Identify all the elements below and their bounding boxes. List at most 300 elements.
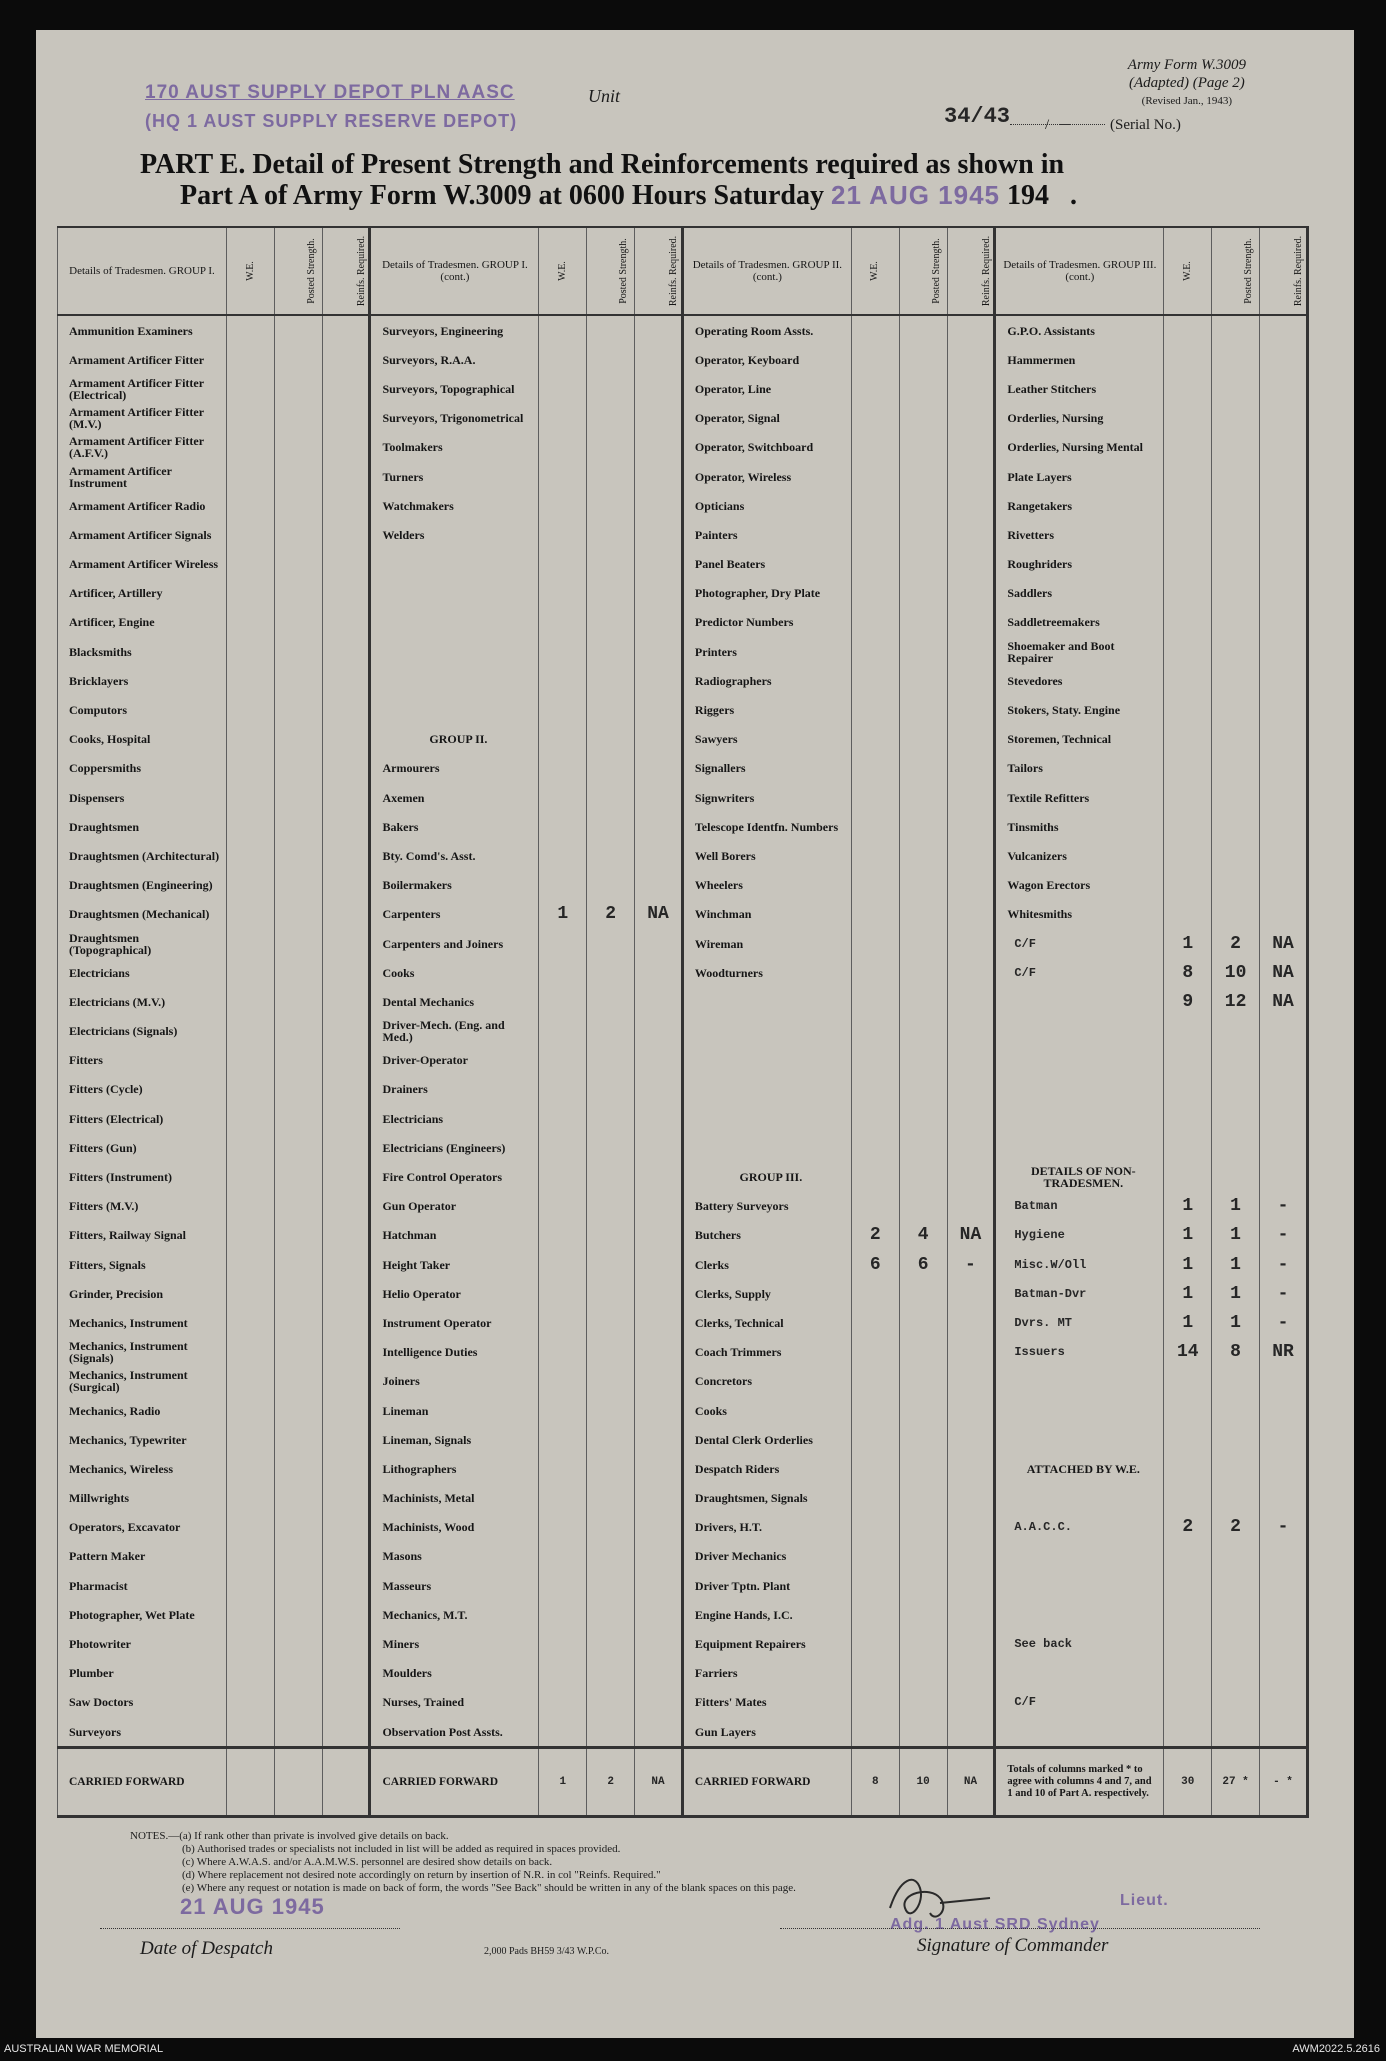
reinfs-required-value xyxy=(322,433,370,462)
trade-name: Electricians (Engineers) xyxy=(370,1133,539,1162)
posted-strength-value xyxy=(274,812,322,841)
trade-name: Electricians xyxy=(58,958,227,987)
table-row xyxy=(58,754,1308,783)
reinfs-required-value xyxy=(322,1513,370,1542)
despatch-date-stamp: 21 AUG 1945 xyxy=(180,1894,325,1919)
reinfs-required-value xyxy=(635,374,683,403)
column-header-value xyxy=(1164,227,1212,315)
we-value xyxy=(1164,491,1212,520)
posted-strength-value xyxy=(587,1162,635,1191)
posted-strength-value xyxy=(274,1425,322,1454)
we-value xyxy=(1164,374,1212,403)
reinfs-required-value xyxy=(322,1279,370,1308)
reinfs-required-value xyxy=(635,725,683,754)
trade-name: Surveyors, Topographical xyxy=(370,374,539,403)
trade-name: Armourers xyxy=(370,754,539,783)
posted-strength-value xyxy=(899,929,947,958)
we-value xyxy=(851,1104,899,1133)
reinfs-required-value xyxy=(1259,1425,1307,1454)
posted-strength-value xyxy=(587,1542,635,1571)
trade-name: Coppersmiths xyxy=(58,754,227,783)
reinfs-required-total: NA xyxy=(635,1748,683,1817)
reinfs-required-value xyxy=(635,345,683,374)
reinfs-required-value xyxy=(635,783,683,812)
posted-strength-value xyxy=(587,1659,635,1688)
reinfs-required-value xyxy=(635,871,683,900)
trade-name: Miners xyxy=(370,1629,539,1658)
trade-name: Draughtsmen, Signals xyxy=(682,1484,851,1513)
reinfs-required-value xyxy=(947,1484,995,1513)
note-line: (c) Where A.W.A.S. and/or A.A.M.W.S. personnel are desired show details on back. xyxy=(182,1856,553,1868)
posted-strength-value xyxy=(899,725,947,754)
posted-strength-value xyxy=(1212,520,1260,549)
reinfs-required-value xyxy=(947,1367,995,1396)
posted-strength-value xyxy=(899,1308,947,1337)
reinfs-required-value: NA xyxy=(635,900,683,929)
posted-strength-value xyxy=(274,958,322,987)
reinfs-required-value xyxy=(1259,1367,1307,1396)
we-value xyxy=(226,491,274,520)
reinfs-required-value xyxy=(635,958,683,987)
table-row xyxy=(58,783,1308,812)
posted-strength-value xyxy=(899,1454,947,1483)
we-value xyxy=(1164,404,1212,433)
reinfs-required-value xyxy=(947,1133,995,1162)
we-value xyxy=(226,579,274,608)
column-header-text: Reinfs. Required. xyxy=(668,235,680,307)
trade-name: Radiographers xyxy=(682,666,851,695)
we-value xyxy=(226,841,274,870)
posted-strength-value xyxy=(587,666,635,695)
we-value xyxy=(539,1192,587,1221)
table-row xyxy=(58,1250,1308,1279)
posted-strength-value xyxy=(1212,1484,1260,1513)
reinfs-required-value xyxy=(322,550,370,579)
trade-name: Panel Beaters xyxy=(682,550,851,579)
trade-name: Despatch Riders xyxy=(682,1454,851,1483)
posted-strength-value xyxy=(274,608,322,637)
posted-strength-value xyxy=(587,1279,635,1308)
reinfs-required-value xyxy=(635,1250,683,1279)
table-row xyxy=(58,1221,1308,1250)
table-row xyxy=(58,1104,1308,1133)
table-row xyxy=(58,1513,1308,1542)
we-value xyxy=(226,1075,274,1104)
reinfs-required-value xyxy=(322,1542,370,1571)
we-value xyxy=(851,783,899,812)
posted-strength-value xyxy=(899,1513,947,1542)
posted-strength-value xyxy=(899,871,947,900)
we-value xyxy=(1164,1367,1212,1396)
trade-name: Operator, Switchboard xyxy=(682,433,851,462)
tradesmen-table xyxy=(57,226,1309,1818)
posted-strength-value xyxy=(587,1600,635,1629)
we-value xyxy=(226,1425,274,1454)
reinfs-required-value xyxy=(635,1484,683,1513)
table-row xyxy=(58,1717,1308,1748)
trade-name: Fitters xyxy=(58,1046,227,1075)
notes xyxy=(130,1830,796,1895)
posted-strength-value xyxy=(274,637,322,666)
trade-name: Photographer, Dry Plate xyxy=(682,579,851,608)
reinfs-required-value xyxy=(1259,520,1307,549)
posted-strength-value xyxy=(899,1629,947,1658)
reinfs-required-value xyxy=(322,1046,370,1075)
reinfs-required-value xyxy=(322,1688,370,1717)
table-row xyxy=(58,725,1308,754)
trade-name xyxy=(682,987,851,1016)
column-header-text: W.E. xyxy=(244,261,256,281)
we-value xyxy=(1164,1133,1212,1162)
posted-strength-value xyxy=(274,754,322,783)
reinfs-required-value xyxy=(947,987,995,1016)
trade-name: Drivers, H.T. xyxy=(682,1513,851,1542)
reinfs-required-value xyxy=(1259,1542,1307,1571)
trade-name: Butchers xyxy=(682,1221,851,1250)
reinfs-required-value xyxy=(947,579,995,608)
posted-strength-value xyxy=(587,345,635,374)
we-value xyxy=(539,462,587,491)
reinfs-required-value: - xyxy=(947,1250,995,1279)
we-value xyxy=(851,1075,899,1104)
reinfs-required-value xyxy=(947,1659,995,1688)
table-row xyxy=(58,841,1308,870)
reinfs-required-value xyxy=(1259,550,1307,579)
we-value xyxy=(539,754,587,783)
reinfs-required-value: - xyxy=(1259,1192,1307,1221)
reinfs-required-value xyxy=(322,315,370,345)
we-value xyxy=(539,929,587,958)
trade-name: Electricians (Signals) xyxy=(58,1017,227,1046)
we-value xyxy=(539,1133,587,1162)
reinfs-required-value: NA xyxy=(1259,958,1307,987)
posted-strength-value: 4 xyxy=(899,1221,947,1250)
we-value xyxy=(851,345,899,374)
we-value xyxy=(539,1104,587,1133)
we-value xyxy=(1164,725,1212,754)
trade-name xyxy=(995,1542,1164,1571)
reinfs-required-value xyxy=(322,608,370,637)
reinfs-required-value xyxy=(947,315,995,345)
reinfs-required-value xyxy=(1259,1017,1307,1046)
we-value xyxy=(851,1600,899,1629)
trade-name: Moulders xyxy=(370,1659,539,1688)
column-header-details: Details of Tradesmen. GROUP II. (cont.) xyxy=(682,227,851,315)
reinfs-required-value xyxy=(947,929,995,958)
reinfs-required-total: NA xyxy=(947,1748,995,1817)
form-title: PART E. Detail of Present Strength and Reinforcements required as shown in Part A of Army Form W.3009 at 0600 Hours Saturday 21 AUG 1945 194 . xyxy=(140,149,1078,211)
trade-name: Welders xyxy=(370,520,539,549)
we-value xyxy=(226,987,274,1016)
reinfs-required-value xyxy=(947,1046,995,1075)
reinfs-required-value xyxy=(322,841,370,870)
posted-strength-value xyxy=(274,871,322,900)
column-header-details: Details of Tradesmen. GROUP I. (cont.) xyxy=(370,227,539,315)
trade-name: DETAILS OF NON-TRADESMEN. xyxy=(995,1162,1164,1191)
posted-strength-total: 2 xyxy=(587,1748,635,1817)
we-value xyxy=(851,841,899,870)
we-value xyxy=(539,1162,587,1191)
trade-name xyxy=(995,1367,1164,1396)
reinfs-required-value xyxy=(322,1192,370,1221)
trade-name: Armament Artificer Instrument xyxy=(58,462,227,491)
trade-name: Carpenters and Joiners xyxy=(370,929,539,958)
posted-strength-value xyxy=(274,1279,322,1308)
table-row xyxy=(58,1279,1308,1308)
reinfs-required-value xyxy=(635,1659,683,1688)
posted-strength-value xyxy=(1212,1104,1260,1133)
posted-strength-value xyxy=(1212,725,1260,754)
we-value xyxy=(1164,900,1212,929)
posted-strength-value: 12 xyxy=(1212,987,1260,1016)
trade-name: Operating Room Assts. xyxy=(682,315,851,345)
we-value xyxy=(851,433,899,462)
posted-strength-value xyxy=(274,404,322,433)
posted-strength-value xyxy=(899,987,947,1016)
posted-strength-value xyxy=(899,637,947,666)
posted-strength-value xyxy=(1212,1396,1260,1425)
trade-name: Operator, Signal xyxy=(682,404,851,433)
reinfs-required-value xyxy=(635,1075,683,1104)
reinfs-required-value xyxy=(1259,1133,1307,1162)
posted-strength-value xyxy=(899,374,947,403)
reinfs-required-value xyxy=(1259,345,1307,374)
unit-signature-stamp: Adg. 1 Aust SRD Sydney xyxy=(890,1916,1100,1933)
reinfs-required-value xyxy=(635,1104,683,1133)
posted-strength-value xyxy=(899,666,947,695)
reinfs-required-value: NA xyxy=(947,1221,995,1250)
posted-strength-value: 8 xyxy=(1212,1338,1260,1367)
reinfs-required-value xyxy=(635,841,683,870)
serial-label: (Serial No.) xyxy=(1110,117,1181,133)
reinfs-required-value xyxy=(1259,462,1307,491)
trade-name xyxy=(682,1046,851,1075)
we-value xyxy=(1164,812,1212,841)
reinfs-required-value xyxy=(635,695,683,724)
we-value xyxy=(851,637,899,666)
we-value xyxy=(539,1513,587,1542)
posted-strength-value xyxy=(899,1279,947,1308)
we-value xyxy=(1164,695,1212,724)
posted-strength-value xyxy=(587,1104,635,1133)
posted-strength-value xyxy=(274,1571,322,1600)
posted-strength-value xyxy=(274,374,322,403)
trade-name: Clerks xyxy=(682,1250,851,1279)
table-row xyxy=(58,1046,1308,1075)
we-value xyxy=(226,345,274,374)
we-value xyxy=(851,1308,899,1337)
trade-name xyxy=(995,1075,1164,1104)
we-value xyxy=(226,374,274,403)
reinfs-required-value xyxy=(322,1338,370,1367)
column-header-value xyxy=(322,227,370,315)
posted-strength-value xyxy=(587,1454,635,1483)
reinfs-required-value xyxy=(322,1104,370,1133)
posted-strength-value xyxy=(274,1629,322,1658)
trade-name: Clerks, Technical xyxy=(682,1308,851,1337)
we-value xyxy=(539,579,587,608)
table-row xyxy=(58,433,1308,462)
reinfs-required-total: - * xyxy=(1259,1748,1307,1817)
rank-stamp: Lieut. xyxy=(1120,1892,1169,1909)
column-header-details: Details of Tradesmen. GROUP I. xyxy=(58,227,227,315)
posted-strength-value xyxy=(587,1484,635,1513)
we-value xyxy=(851,958,899,987)
posted-strength-value xyxy=(1212,1425,1260,1454)
reinfs-required-value xyxy=(322,1250,370,1279)
posted-strength-value xyxy=(899,812,947,841)
we-value xyxy=(851,725,899,754)
posted-strength-value xyxy=(587,1250,635,1279)
trade-name: Intelligence Duties xyxy=(370,1338,539,1367)
posted-strength-value xyxy=(899,462,947,491)
we-value xyxy=(539,1367,587,1396)
reinfs-required-value xyxy=(322,783,370,812)
posted-strength-value xyxy=(1212,666,1260,695)
reinfs-required-value xyxy=(947,841,995,870)
table-row xyxy=(58,1659,1308,1688)
we-value xyxy=(539,1629,587,1658)
trade-name: Photowriter xyxy=(58,1629,227,1658)
we-value xyxy=(226,1279,274,1308)
table-row xyxy=(58,958,1308,987)
table-row xyxy=(58,579,1308,608)
reinfs-required-total xyxy=(322,1748,370,1817)
posted-strength-value xyxy=(1212,1046,1260,1075)
trade-name: Woodturners xyxy=(682,958,851,987)
we-value xyxy=(226,608,274,637)
reinfs-required-value: NA xyxy=(1259,929,1307,958)
posted-strength-value xyxy=(1212,900,1260,929)
we-value xyxy=(226,1046,274,1075)
trade-name xyxy=(370,579,539,608)
we-value xyxy=(1164,1571,1212,1600)
we-value xyxy=(539,1484,587,1513)
trade-name: Operators, Excavator xyxy=(58,1513,227,1542)
reinfs-required-value xyxy=(322,1629,370,1658)
posted-strength-value xyxy=(274,841,322,870)
we-value xyxy=(226,550,274,579)
trade-name: Mechanics, Instrument xyxy=(58,1308,227,1337)
we-value xyxy=(539,520,587,549)
we-value xyxy=(1164,1017,1212,1046)
posted-strength-value xyxy=(274,666,322,695)
we-value xyxy=(851,579,899,608)
reinfs-required-value xyxy=(947,1017,995,1046)
trade-name: Instrument Operator xyxy=(370,1308,539,1337)
posted-strength-value xyxy=(1212,491,1260,520)
reinfs-required-value xyxy=(322,754,370,783)
reinfs-required-value xyxy=(1259,1571,1307,1600)
we-value xyxy=(851,1133,899,1162)
we-value xyxy=(1164,1600,1212,1629)
trade-name: Mechanics, Wireless xyxy=(58,1454,227,1483)
we-value xyxy=(851,987,899,1016)
reinfs-required-value xyxy=(635,1338,683,1367)
posted-strength-value xyxy=(899,550,947,579)
trade-name xyxy=(995,1571,1164,1600)
table-row xyxy=(58,1688,1308,1717)
trade-name: Gun Operator xyxy=(370,1192,539,1221)
trade-name: Lineman, Signals xyxy=(370,1425,539,1454)
reinfs-required-value xyxy=(322,695,370,724)
trade-name xyxy=(370,637,539,666)
posted-strength-value xyxy=(1212,1542,1260,1571)
trade-name: Mechanics, Instrument (Surgical) xyxy=(58,1367,227,1396)
trade-name: Driver Mechanics xyxy=(682,1542,851,1571)
trade-name: Storemen, Technical xyxy=(995,725,1164,754)
trade-name: Armament Artificer Wireless xyxy=(58,550,227,579)
posted-strength-value xyxy=(1212,871,1260,900)
table-row xyxy=(58,637,1308,666)
posted-strength-value xyxy=(274,315,322,345)
year-suffix: 194 xyxy=(1007,180,1050,211)
trade-name: Wagon Erectors xyxy=(995,871,1164,900)
we-value xyxy=(851,550,899,579)
posted-strength-value xyxy=(274,1688,322,1717)
carried-forward-label: CARRIED FORWARD xyxy=(370,1748,539,1817)
reinfs-required-value xyxy=(947,1600,995,1629)
posted-strength-value xyxy=(587,404,635,433)
note-line: (d) Where replacement not desired note accordingly on return by insertion of N.R. in col "Reinfs. Required." xyxy=(182,1869,661,1881)
reinfs-required-value xyxy=(1259,1075,1307,1104)
trade-name: Fitters (M.V.) xyxy=(58,1192,227,1221)
posted-strength-value xyxy=(587,754,635,783)
we-value xyxy=(226,958,274,987)
reinfs-required-value xyxy=(947,1104,995,1133)
reinfs-required-value xyxy=(947,1162,995,1191)
reinfs-required-value xyxy=(947,608,995,637)
posted-strength-value xyxy=(274,1513,322,1542)
posted-strength-value xyxy=(587,1367,635,1396)
we-value xyxy=(539,783,587,812)
trade-name: Operator, Keyboard xyxy=(682,345,851,374)
trade-name: Wheelers xyxy=(682,871,851,900)
we-value xyxy=(226,1600,274,1629)
posted-strength-value xyxy=(274,1221,322,1250)
we-value xyxy=(851,1425,899,1454)
we-value xyxy=(851,929,899,958)
signature-label: Signature of Commander xyxy=(917,1935,1109,1956)
we-value xyxy=(1164,608,1212,637)
trade-name: Rivetters xyxy=(995,520,1164,549)
reinfs-required-value xyxy=(1259,1484,1307,1513)
reinfs-required-value xyxy=(947,1338,995,1367)
trade-name xyxy=(995,1396,1164,1425)
reinfs-required-value xyxy=(947,1688,995,1717)
trade-name: Saw Doctors xyxy=(58,1688,227,1717)
reinfs-required-value xyxy=(635,1308,683,1337)
we-value xyxy=(1164,1075,1212,1104)
trade-name: Stokers, Staty. Engine xyxy=(995,695,1164,724)
trade-name: Plate Layers xyxy=(995,462,1164,491)
despatch-label: Date of Despatch xyxy=(140,1938,273,1959)
trade-name: Clerks, Supply xyxy=(682,1279,851,1308)
reinfs-required-value xyxy=(1259,695,1307,724)
posted-strength-value xyxy=(1212,695,1260,724)
table-row xyxy=(58,1017,1308,1046)
trade-name: Machinists, Wood xyxy=(370,1513,539,1542)
reinfs-required-value xyxy=(322,1075,370,1104)
posted-strength-value xyxy=(1212,1688,1260,1717)
trade-name: Observation Post Assts. xyxy=(370,1717,539,1748)
posted-strength-value xyxy=(274,1717,322,1748)
reinfs-required-value xyxy=(947,812,995,841)
posted-strength-value xyxy=(899,841,947,870)
table-body xyxy=(58,227,1308,1817)
reinfs-required-value xyxy=(322,1600,370,1629)
totals-note: Totals of columns marked * to agree with columns 4 and 7, and 1 and 10 of Part A. respectively. xyxy=(995,1748,1164,1817)
